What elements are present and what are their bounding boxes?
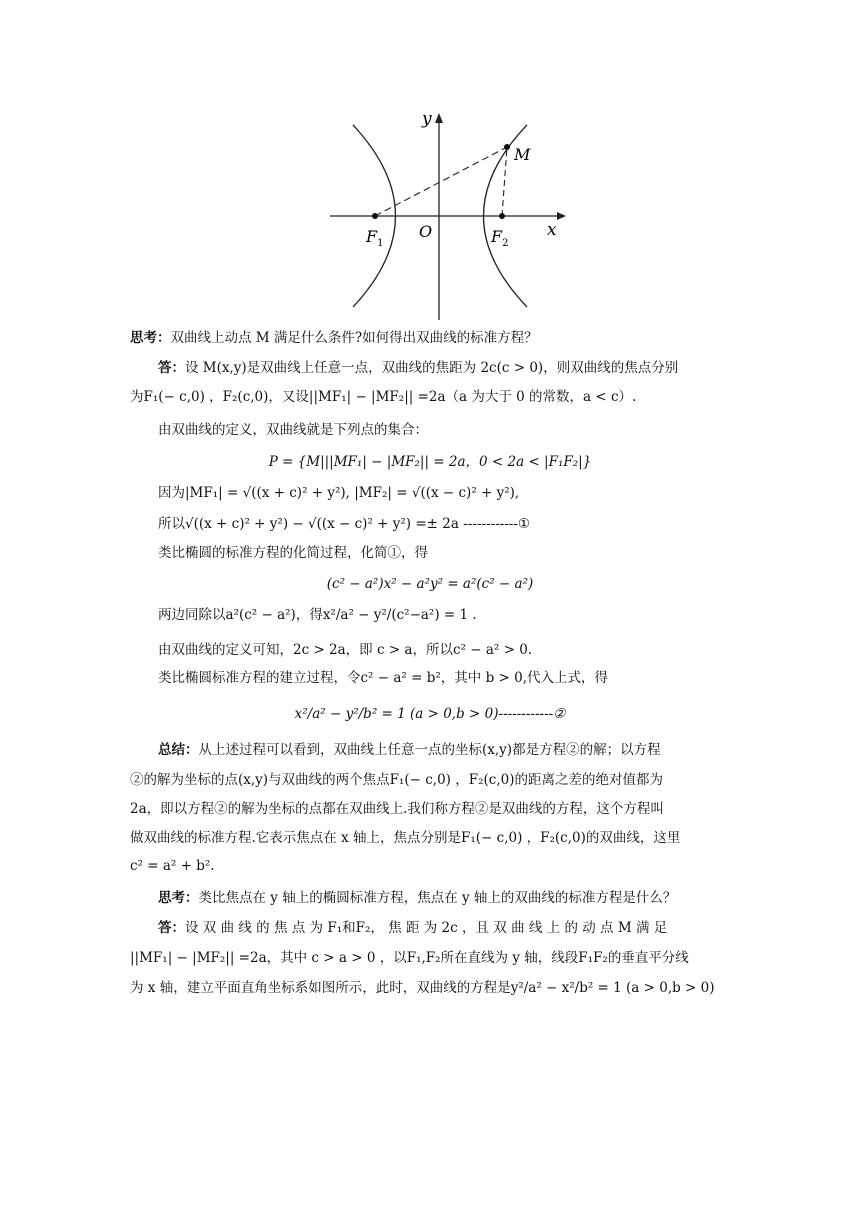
analogy-line: 类比椭圆的标准方程的化简过程，化简①，得	[158, 545, 428, 561]
answer-text-1a: 设 M(x,y)是双曲线上任意一点，双曲线的焦距为 2c(c > 0)，则双曲线的焦点分别	[185, 360, 679, 376]
y-axis-arrow	[435, 113, 443, 123]
divide-line: 两边同除以a²(c² − a²)，得x²/a² − y²/(c²−a²) = 1 .	[158, 607, 477, 623]
definition-line: 由双曲线的定义，双曲线就是下列点的集合：	[158, 422, 428, 438]
analogy2-line: 类比椭圆标准方程的建立过程，令c² − a² = b²，其中 b > 0,代入上式，得	[158, 670, 608, 686]
summary-line-2: ②的解为坐标的点(x,y)与双曲线的两个焦点F₁(− c,0) ，F₂(c,0)的距离之差的绝对值都为	[130, 772, 663, 788]
think-question-2: 思考：类比焦点在 y 轴上的椭圆标准方程，焦点在 y 轴上的双曲线的标准方程是什么？	[158, 890, 677, 906]
answer2-line-3: 为 x 轴，建立平面直角坐标系如图所示，此时，双曲线的方程是y²/a² − x²/b² = 1 (a > 0,b > 0)	[130, 980, 715, 996]
hyperbola-figure	[325, 108, 570, 323]
x-axis-arrow	[557, 212, 566, 220]
label-f1: $F_1$	[366, 227, 384, 249]
because-line: 因为|MF₁| = √((x + c)² + y²), |MF₂| = √((x − c)² + y²),	[158, 485, 520, 501]
dashed-f1-m	[375, 147, 507, 216]
summary-line-1: 总结：从上述过程可以看到，双曲线上任意一点的坐标(x,y)都是方程②的解；以方程	[158, 742, 661, 758]
answer2-line-2: ||MF₁| − |MF₂|| =2a，其中 c > a > 0 ，以F₁,F₂所在直线为 y 轴，线段F₁F₂的垂直平分线	[130, 950, 689, 966]
answer-label-1: 答：	[158, 360, 185, 376]
answer2-line-1: 答：设 双 曲 线 的 焦 点 为 F₁和F₂， 焦 距 为 2c ，且 双 曲 线 上 的 动 点 M 满 足	[158, 920, 668, 936]
think-text-1: 双曲线上动点 M 满足什么条件?如何得出双曲线的标准方程？	[170, 330, 538, 346]
point-f2	[499, 213, 505, 219]
answer-line-1	[130, 356, 730, 380]
point-f1	[372, 213, 378, 219]
so-line: 所以√((x + c)² + y²) − √((x − c)² + y²) =± 2a ------------①	[158, 516, 531, 532]
definition2-line: 由双曲线的定义可知，2c > 2a，即 c > a，所以c² − a² > 0.	[158, 642, 533, 658]
summary-label: 总结：	[158, 742, 199, 758]
simplified-formula: (c² − a²)x² − a²y² = a²(c² − a²)	[326, 576, 534, 592]
point-m	[504, 144, 510, 150]
label-m: M	[514, 145, 531, 164]
answer-text-1b: 为F₁(− c,0) ，F₂(c,0)，又设||MF₁| − |MF₂|| =2a（a 为大于 0 的常数，a < c）.	[130, 389, 637, 405]
answer-label-2: 答：	[158, 920, 185, 936]
dashed-f2-m	[502, 147, 507, 216]
standard-formula: x²/a² − y²/b² = 1 (a > 0,b > 0)------------②	[294, 706, 566, 722]
label-x: x	[547, 220, 557, 240]
label-y: y	[422, 109, 432, 129]
answer-line-2	[130, 385, 730, 409]
summary-line-3: 2a，即以方程②的解为坐标的点都在双曲线上.我们称方程②是双曲线的方程，这个方程叫	[130, 801, 664, 817]
summary-line-4: 做双曲线的标准方程.它表示焦点在 x 轴上，焦点分别是F₁(− c,0) ，F₂(c,0)的双曲线，这里	[130, 830, 681, 846]
summary-line-5: c² = a² + b².	[130, 858, 215, 874]
set-formula: P = {M|||MF₁| − |MF₂|| = 2a，0 < 2a < |F₁F₂|}	[268, 454, 592, 470]
label-f2: $F_2$	[491, 227, 509, 249]
think-label-2: 思考：	[158, 890, 199, 906]
think-label-1: 思考：	[130, 330, 171, 346]
think-question-1	[130, 326, 730, 350]
hyperbola-diagram	[325, 108, 570, 323]
label-origin: O	[419, 222, 433, 241]
